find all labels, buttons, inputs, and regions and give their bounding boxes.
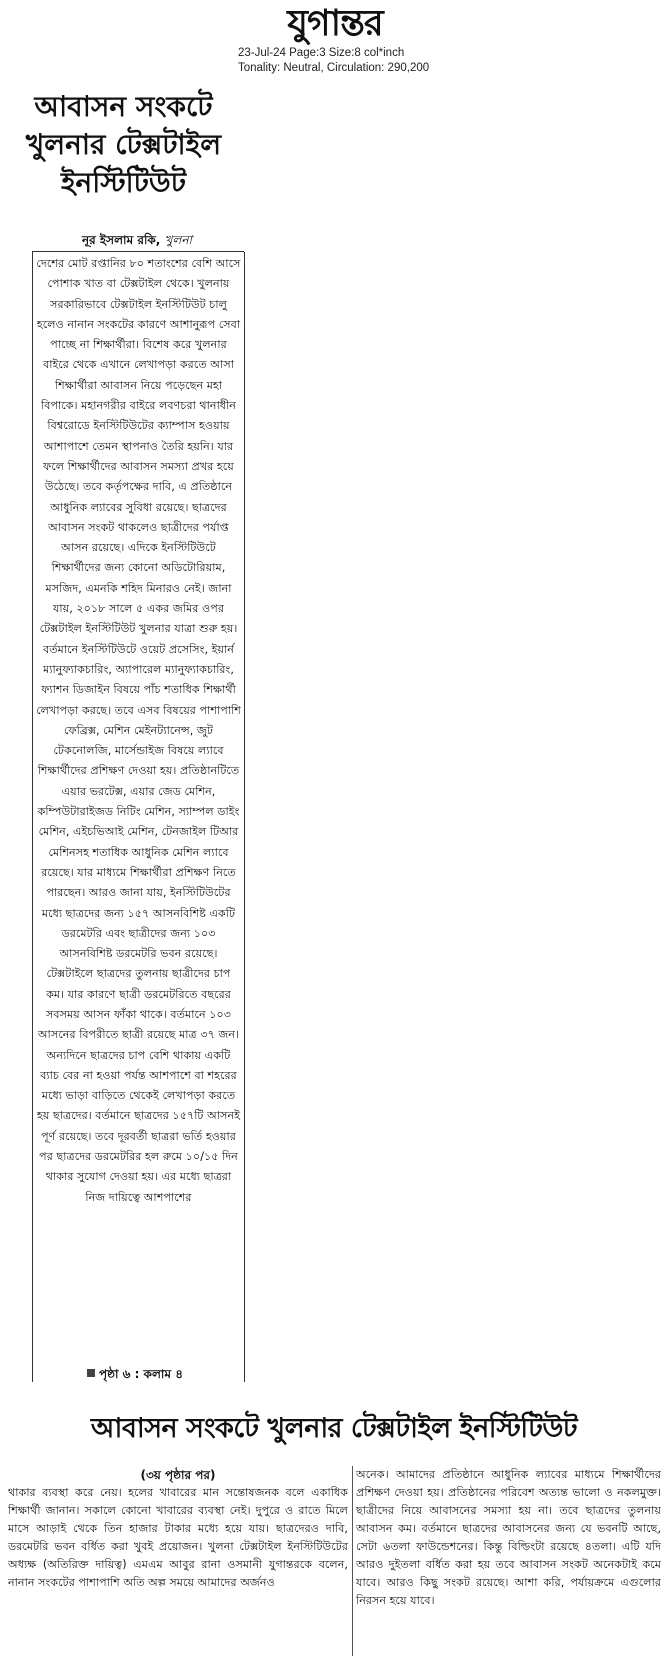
column-left-rule [32, 252, 33, 1382]
article-body-text: দেশের মোট রপ্তানির ৮০ শতাংশের বেশি আসে পোশাক খাত বা টেক্সটাইল থেকে। খুলনায় সরকারিভাবে টেক্সটাইল ইনস্টিটিউট চালু হলেও নানান সংকটের কারণে আশানুরূপ সেবা পাচ্ছে না শিক্ষার্থীরা। বিশেষ করে খুলনার বাইরে থেকে এখানে লেখাপড়া করতে আসা শিক্ষার্থীরা আবাসন নিয়ে পড়েছেন মহা বিপাকে। মহানগরীর বাইরে লবণচরা থানাধীন বিশ্বরোডে ইনস্টিটিউটের ক্যাম্পাস হওয়ায় আশাপাশে তেমন স্থাপনাও তৈরি হয়নি। যার ফলে শিক্ষার্থীদের আবাসন সমস্যা প্রখর হয়ে উঠেছে। তবে কর্তৃপক্ষের দাবি, এ প্রতিষ্ঠানে আধুনিক ল্যাবের সুবিধা রয়েছে। ছাত্রদের আবাসন সংকট থাকলেও ছাত্রীদের পর্যাপ্ত আসন রয়েছে। এদিকে ইনস্টিটিউটে শিক্ষার্থীদের জন্য কোনো অডিটোরিয়াম, মসজিদ, এমনকি শহিদ মিনারও নেই। জানা যায়, ২০১৮ সালে ৫ একর জমির ওপর টেক্সটাইল ইনস্টিটিউট খুলনার যাত্রা শুরু হয়। বর্তমানে ইনস্টিটিউটে ওয়েট প্রসেসিং, ইয়ার্ন ম্যানুফ্যাকচারিং, অ্যাপারেল ম্যানুফ্যাকচারিং, ফ্যাশন ডিজাইন বিষয়ে পাঁচ শতাধিক শিক্ষার্থী লেখাপড়া করছে। তবে এসব বিষয়ের পাশাপাশি ফেব্রিক্স, মেশিন মেইনট্যানেন্স, জুট টেকনোলজি, মার্সেন্ডাইজ বিষয়ে ল্যাবে শিক্ষার্থীদের প্রশিক্ষণ দেওয়া হয়। প্রতিষ্ঠানটিতে এয়ার ভরটেক্স, এয়ার জেড মেশিন, কম্পিউটারাইজড নিটিং মেশিন, স্যাম্পল ডাইং মেশিন, এইচভিআই মেশিন, টেনজাইল টিআর মেশিনসহ শতাধিক আধুনিক মেশিন ল্যাবে রয়েছে। যার মাধ্যমে শিক্ষার্থীরা প্রশিক্ষণ নিতে পারছেন। আরও জানা যায়, ইনস্টিটিউটের মধ্যে ছাত্রদের জন্য ১৫৭ আসনবিশিষ্ট একটি ডরমেটরি এবং ছাত্রীদের জন্য ১০৩ আসনবিশিষ্ট ডরমেটরি ভবন রয়েছে। টেক্সটাইলে ছাত্রদের তুলনায় ছাত্রীদের চাপ কম। যার কারণে ছাত্রী ডরমেটরিতে বছরের সবসময় আসন ফাঁকা থাকে। বর্তমানে ১০৩ আসনের বিপরীতে ছাত্রী রয়েছে মাত্র ৩৭ জন। অন্যদিনে ছাত্রদের চাপ বেশি থাকায় একটি ব্যাচ বের না হওয়া পর্যন্ত আশপাশে বা শহরের মধ্যে ভাড়া বাড়িতে থেকেই লেখাপড়া করতে হয় ছাত্রদের। বর্তমানে ছাত্রদের ১৫৭টি আসনই পূর্ণ রয়েছে। তবে দূরবর্তী ছাত্ররা ভর্তি হওয়ার পর ছাত্রদের ডরমেটরির হল রুমে ১০/১৫ দিন থাকার সুযোগ দেওয়া হয়। এর মধ্যে ছাত্ররা নিজ দায়িত্বে আশপাশের [36, 257, 241, 1204]
continuation-column-left [8, 1484, 348, 1592]
clipping-meta-line-2: Tonality: Neutral, Circulation: 290,200 [238, 62, 430, 74]
continuation-column-right [356, 1466, 661, 1610]
square-bullet-icon [87, 1369, 95, 1377]
continued-note-text: পৃষ্ঠা ৬ : কলাম ৪ [98, 1367, 184, 1381]
column-top-rule [32, 251, 244, 252]
byline-location: খুলনা [164, 233, 193, 247]
column-right-rule [244, 252, 245, 1382]
continuation-text-right: অনেক। আমাদের প্রতিষ্ঠানে আধুনিক ল্যাবের মাধ্যমে শিক্ষার্থীদের প্রশিক্ষণ দেওয়া হয়। প্রতিষ্ঠানের পরিবেশ অত্যন্ত ভালো ও নকলমুক্ত। ছাত্রীদের নিয়ে আবাসনের সমস্যা হয় না। তবে ছাত্রদের তুলনায় আবাসন কম। বর্তমানে ছাত্রদের আবাসনের জন্য যে ভবনটি আছে, সেটা ৬তলা ফাউন্ডেশনের। কিন্তু বিল্ডিংটা রয়েছে ৪তলা। এটি যদি আরও দুইতলা বর্ধিত করা হয় তবে আবাসন সংকট অনেকটাই কমে যাবে। আরও কিছু সংকট রয়েছে। আশা করি, পর্যায়ক্রমে এগুলোর নিরসন হয়ে যাবে। [356, 1468, 661, 1607]
article-byline [32, 232, 242, 248]
newspaper-masthead: যুগান্তর [287, 2, 383, 44]
continuation-column-rule [352, 1466, 353, 1656]
continuation-headline: আবাসন সংকটে খুলনার টেক্সটাইল ইনস্টিটিউট [90, 1413, 578, 1444]
byline-author: নূর ইসলাম রকি, [81, 233, 161, 247]
continued-note [30, 1366, 240, 1382]
continuation-text-left: থাকার ব্যবস্থা করে নেয়। হলের খাবারের মান সন্তোষজনক বলে একাধিক শিক্ষার্থী জানান। সকালে কোনো খাবারের ব্যবস্থা নেই। দুপুরে ও রাতে মিলে মাসে আড়াই থেকে তিন হাজার টাকার মধ্যে হয়ে যায়। ছাত্রদেরও দাবি, ডরমেটরি ভবন বর্ধিত করা খুবই প্রয়োজন। খুলনা টেক্সটাইল ইনস্টিটিউটের অধ্যক্ষ (অতিরিক্ত দায়িত্ব) এমএম আবুর রানা ওসমানী যুগান্তরকে বলেন, নানান সংকটের পাশাপাশি অতি অল্প সময়ে আমাদের অর্জনও [8, 1486, 348, 1589]
continuation-subhead: (৩য় পৃষ্ঠার পর) [140, 1468, 216, 1482]
article-headline: আবাসন সংকটে খুলনার টেক্সটাইল ইনস্টিটিউট [25, 90, 222, 199]
clipping-metadata [238, 46, 498, 76]
article-body [36, 254, 241, 1208]
clipping-meta-line-1: 23-Jul-24 Page:3 Size:8 col*inch [238, 47, 405, 59]
